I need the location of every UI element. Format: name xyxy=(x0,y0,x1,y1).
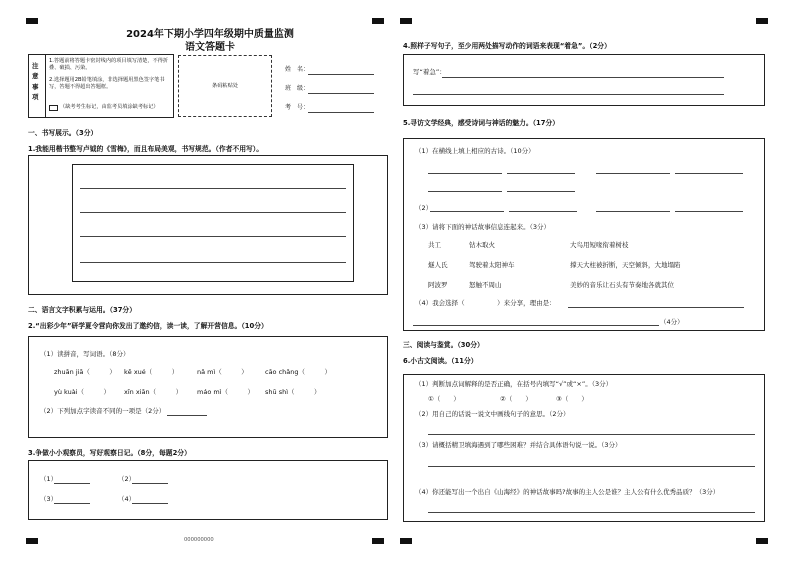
question-1: 1.我能用楷书整写卢钺的《雪梅》，而且布局美观，书写规范。（作者不用写）。 xyxy=(28,145,264,153)
absent-label: （缺考考生标记，由监考员填涂缺考标记） xyxy=(60,104,159,110)
myth-event[interactable]: 怒触不周山 xyxy=(469,281,502,289)
section-title: 一、书写展示。（3分） xyxy=(28,129,98,137)
registration-mark xyxy=(372,18,384,24)
question-4: 4.照样子写句子，至少用两处描写动作的词语来表现“着急”。（2分） xyxy=(403,42,611,50)
pinyin-item[interactable]: xīn xiān（ ） xyxy=(124,388,183,396)
question-6: 6.小古文阅读。（11分） xyxy=(403,357,478,365)
q6-4-answer-line[interactable] xyxy=(428,512,755,513)
notice-item: 1.答题前将答题卡密封线内的项目填写清楚，不得折叠、破损、污染。 xyxy=(49,58,169,72)
myth-person[interactable]: 燧人氏 xyxy=(428,261,448,269)
section-title: 二、语言文字积累与运用。（37分） xyxy=(28,306,137,314)
q6-1-option[interactable]: ①（ ） xyxy=(428,395,460,403)
poem-line[interactable] xyxy=(596,173,670,174)
pinyin-item[interactable]: nǎ mì（ ） xyxy=(197,368,248,376)
writing-line xyxy=(80,236,346,237)
writing-line xyxy=(80,212,346,213)
q3-answer[interactable] xyxy=(54,483,90,484)
myth-detail[interactable]: 美妙的音乐让石头有节奏地各就其位 xyxy=(570,281,674,289)
q6-3-answer-line[interactable] xyxy=(428,466,755,467)
registration-mark xyxy=(400,538,412,544)
q6-1-option[interactable]: ③（ ） xyxy=(556,395,588,403)
pinyin-item[interactable]: yù kuài（ ） xyxy=(54,388,111,396)
poem-line[interactable] xyxy=(509,211,577,212)
q6-1-option[interactable]: ②（ ） xyxy=(500,395,532,403)
poem-line[interactable] xyxy=(428,191,502,192)
question-5: 5.寻访文学经典，感受诗词与神话的魅力。（17分） xyxy=(403,119,560,127)
registration-mark xyxy=(400,18,412,24)
question-5-4: （4）我会选择（ ）来分享，理由是： xyxy=(415,299,556,307)
id-field[interactable] xyxy=(308,112,374,113)
registration-mark xyxy=(26,18,38,24)
question-2-1: （1）读拼音，写词语。（8分） xyxy=(40,350,130,358)
q5-4-answer-line[interactable] xyxy=(568,307,744,308)
myth-detail[interactable]: 大鸟用短喙衔着树枝 xyxy=(570,241,629,249)
poem-line[interactable] xyxy=(428,173,502,174)
question-6-3: （3）请概括精卫填海遇到了哪些困难？并结合具体语句说一说。（3分） xyxy=(415,441,622,449)
registration-mark xyxy=(756,18,768,24)
pinyin-item[interactable]: zhuān jiā（ ） xyxy=(54,368,116,376)
q3-item-label: （4） xyxy=(118,495,136,503)
myth-event[interactable]: 钻木取火 xyxy=(469,241,495,249)
pinyin-item[interactable]: kē xué（ ） xyxy=(124,368,179,376)
question-6-4: （4）你还能写出一个出自《山海经》的神话故事吗?故事的主人公是谁？主人公有什么优秀品质？（3分） xyxy=(415,488,720,496)
name-field[interactable] xyxy=(308,74,374,75)
q3-answer-box xyxy=(28,460,388,520)
q4-answer-line[interactable] xyxy=(413,94,724,95)
writing-line xyxy=(80,262,346,263)
question-2-2: （2）下列加点字读音不同的一项是（2分） xyxy=(40,407,166,415)
question-6-1: （1）判断加点词解释的是否正确，在括号内填写“√”或“×”。（3分） xyxy=(415,380,613,388)
question-5-2: （2） xyxy=(415,204,433,212)
myth-event[interactable]: 驾驶着太阳神车 xyxy=(469,261,515,269)
registration-mark xyxy=(756,538,768,544)
poem-line[interactable] xyxy=(675,211,743,212)
q3-answer[interactable] xyxy=(132,503,168,504)
id-label: 考 号： xyxy=(285,104,310,111)
barcode-area xyxy=(178,55,272,117)
notice-label-cell xyxy=(29,55,46,117)
q3-answer[interactable] xyxy=(132,483,168,484)
q6-2-answer-line[interactable] xyxy=(428,434,755,435)
question-5-3: （3）请将下面的神话故事信息连起来。（3分） xyxy=(415,223,551,231)
page-subtitle: 语文答题卡 xyxy=(185,42,235,53)
q5-4-score: （4分） xyxy=(660,318,684,326)
q3-answer[interactable] xyxy=(54,503,90,504)
poem-line[interactable] xyxy=(596,211,670,212)
registration-mark xyxy=(372,538,384,544)
barcode-label: 条码粘贴处 xyxy=(212,83,238,89)
q5-4-answer-line[interactable] xyxy=(413,325,659,326)
class-field[interactable] xyxy=(308,93,374,94)
notice-item: 2.选择题用2B铅笔填涂，非选择题用黑色签字笔书写，答题不得超出答题框。 xyxy=(49,77,165,91)
question-6-2: （2）用自己的话说一说文中画线句子的意思。（2分） xyxy=(415,410,570,418)
name-label: 姓 名： xyxy=(285,66,310,73)
pinyin-item[interactable]: cāo chǎng（ ） xyxy=(265,368,332,376)
q3-item-label: （1） xyxy=(40,475,58,483)
myth-person[interactable]: 共工 xyxy=(428,241,441,249)
myth-detail[interactable]: 撑天大柱被折断，天空倾斜，大地塌陷 xyxy=(570,261,681,269)
section-title: 三、阅读与鉴赏。（30分） xyxy=(403,341,484,349)
question-5-1: （1）在横线上填上相应的古诗。（10分） xyxy=(415,147,535,155)
page-footer-code: 000000000 xyxy=(184,537,214,543)
notice-box xyxy=(28,54,174,118)
page-title: 2024年下期小学四年级期中质量监测 xyxy=(126,29,294,40)
poem-line[interactable] xyxy=(675,173,743,174)
poem-line[interactable] xyxy=(430,211,504,212)
q3-item-label: （2） xyxy=(118,475,136,483)
pinyin-item[interactable]: shū shì（ ） xyxy=(265,388,321,396)
q4-answer-line[interactable] xyxy=(442,77,724,78)
poem-line[interactable] xyxy=(507,173,575,174)
writing-line xyxy=(80,188,346,189)
q1-writing-frame[interactable] xyxy=(72,164,354,282)
q4-label: 写“着急”： xyxy=(413,68,446,76)
poem-line[interactable] xyxy=(507,191,575,192)
myth-person[interactable]: 阿波罗 xyxy=(428,281,448,289)
class-label: 班 级： xyxy=(285,85,310,92)
q2-2-answer[interactable] xyxy=(167,415,207,416)
pinyin-item[interactable]: máo mì（ ） xyxy=(197,388,254,396)
q3-item-label: （3） xyxy=(40,495,58,503)
registration-mark xyxy=(26,538,38,544)
absent-checkbox[interactable] xyxy=(49,105,58,111)
q4-answer-box xyxy=(403,54,765,106)
question-2: 2.“出彩少年”研学夏令营向你发出了邀约信，读一读，了解开营信息。（10分） xyxy=(28,322,268,330)
question-3: 3.争做小小观察员，写好观察日记。（8分，每题2分） xyxy=(28,449,191,457)
notice-label: 注意事项 xyxy=(32,62,39,102)
